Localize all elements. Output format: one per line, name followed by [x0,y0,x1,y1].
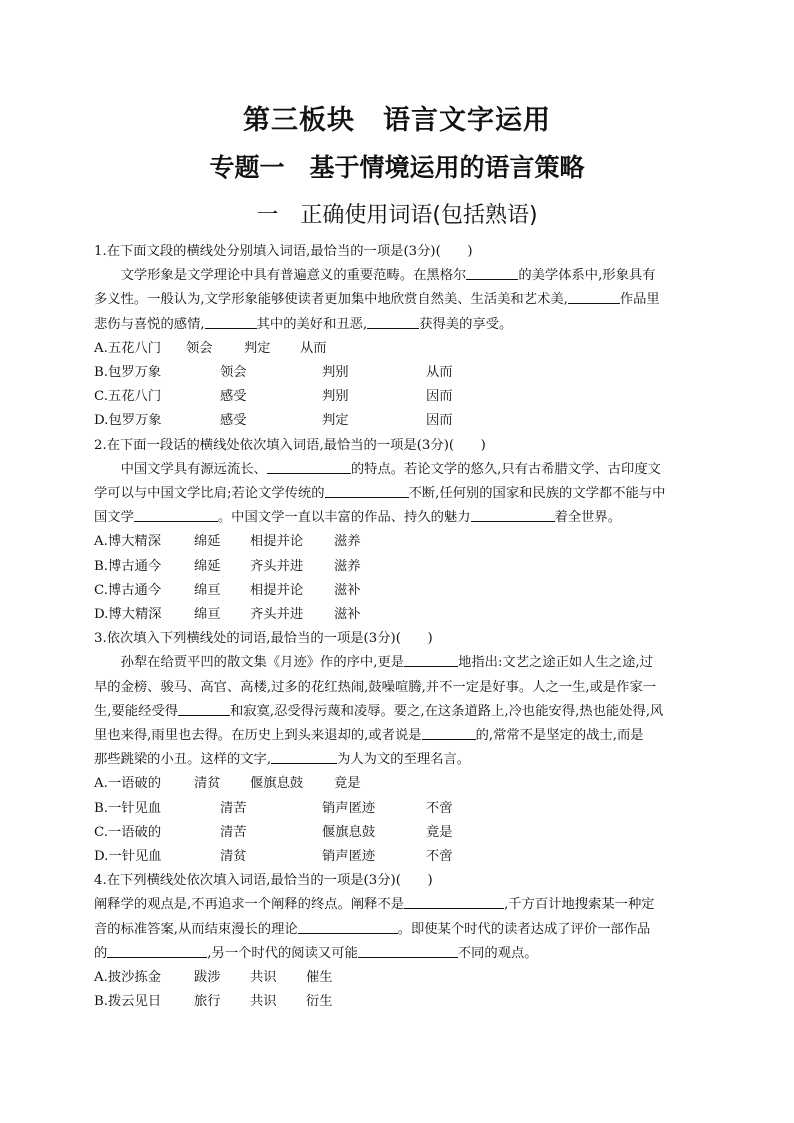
option-c[interactable] [94,385,700,409]
option-label: C.五花八门 [94,389,162,405]
option-word: 感受 [220,389,247,405]
passage-text: 。即使某个时代的读者达成了评价一部作品 [397,921,651,937]
fill-blank[interactable] [404,652,458,667]
passage-line [94,942,700,966]
fill-blank[interactable] [267,459,351,474]
option-word: 清贫 [220,849,247,865]
option-word: 判别 [322,365,349,381]
option-a[interactable] [94,772,700,796]
passage-text: 为人为文的至理名言。 [337,752,471,768]
option-word: 衍生 [306,994,333,1010]
passage-text: 学可以与中国文学比肩;若论文学传统的 [94,486,325,502]
passage-text: 多义性。一般认为,文学形象能够使读者更加集中地欣赏自然美、生活美和艺术美, [94,292,568,308]
question-stem [94,627,700,651]
passage-line [94,288,700,312]
passage-text: 。中国文学一直以丰富的作品、持久的魅力 [217,510,471,526]
passage-line [94,506,700,530]
option-b[interactable] [94,990,700,1014]
option-word: 绵亘 [194,582,221,598]
passage-text: 阐释学的观点是,不再追求一个阐释的终点。阐释不是 [94,897,405,913]
option-word: 偃旗息鼓 [322,824,376,840]
passage-line [94,918,700,942]
option-word: 偃旗息鼓 [250,776,304,792]
fill-blank[interactable] [367,314,419,329]
option-word: 绵延 [194,558,221,574]
option-label: B.拨云见日 [94,994,162,1010]
passage-line [94,482,700,506]
passage-text: 国文学 [94,510,134,526]
fill-blank[interactable] [568,289,620,304]
stem-text: .在下列横线处依次填入词语,最恰当的一项是(3分)( ) [102,873,433,889]
option-word: 滋养 [334,534,361,550]
passage-text: 那些跳梁的小丑。这样的文字, [94,752,272,768]
passage-text: 生,要能经受得 [94,703,179,719]
fill-blank[interactable] [466,265,518,280]
option-word: 共识 [250,994,277,1010]
passage-text: 作品里 [619,292,660,308]
option-c[interactable] [94,579,700,603]
passage-line [94,651,700,675]
question-stem [94,869,700,893]
passage-text: 音的标准答案,从而结束漫长的理论 [94,921,298,937]
option-word: 不啻 [426,800,453,816]
option-word: 因而 [426,413,453,429]
option-d[interactable] [94,845,700,869]
option-word: 不啻 [426,849,453,865]
option-word: 判别 [322,389,349,405]
option-b[interactable] [94,555,700,579]
fill-blank[interactable] [134,507,218,522]
option-word: 滋养 [334,558,361,574]
passage-text: 文学形象是文学理论中具有普遍意义的重要范畴。在黑格尔 [94,268,467,284]
option-word: 齐头并进 [250,607,304,623]
option-word: 清贫 [194,776,221,792]
option-word: 从而 [300,340,327,356]
option-label: D.博大精深 [94,607,162,623]
fill-blank[interactable] [422,725,476,740]
option-d[interactable] [94,409,700,433]
option-word: 从而 [426,365,453,381]
option-word: 清苦 [220,800,247,816]
stem-text: .在下面一段话的横线处依次填入词语,最恰当的一项是(3分)( ) [102,437,486,453]
passage-text: 不断,任何别的国家和民族的文学都不能与中 [408,486,666,502]
option-word: 共识 [250,970,277,986]
passage-text: 孙犁在给贾平凹的散文集《月迹》作的序中,更是 [94,655,405,671]
question-number: 2 [94,437,103,453]
passage-line [94,264,700,288]
passage-text: ,另一个时代的阅读又可能 [207,945,358,961]
question-4 [94,869,700,1014]
option-label: A.五花八门 [94,340,162,356]
option-word: 判定 [322,413,349,429]
passage-text: ,千方百计地搜索某一种定 [504,897,655,913]
passage-text: 不同的观点。 [457,945,538,961]
fill-blank[interactable] [404,894,504,909]
passage-text: 和寂寞,忍受得污蔑和凌辱。要之,在这条道路上,冷也能安得,热也能处得,风 [230,703,664,719]
subtopic-title: 一 正确使用词语(包括熟语) [256,203,538,228]
option-word: 判定 [244,340,271,356]
question-number: 3 [94,631,103,647]
passage-text: 的美学体系中,形象具有 [518,268,656,284]
stem-text: .在下面文段的横线处分别填入词语,最恰当的一项是(3分)( ) [102,244,473,259]
passage-line [94,724,700,748]
option-label: B.一针见血 [94,800,162,816]
passage-line [94,700,700,724]
option-word: 滋补 [334,582,361,598]
option-label: C.一语破的 [94,824,162,840]
section-title: 第三板块 语言文字运用 [243,105,551,136]
question-number: 1 [94,244,103,259]
option-label: D.包罗万象 [94,413,162,429]
option-word: 竟是 [426,824,453,840]
option-label: A.一语破的 [94,776,162,792]
option-word: 相提并论 [250,582,304,598]
passage-text: 悲伤与喜悦的感情, [94,316,205,332]
fill-blank[interactable] [471,507,555,522]
topic-title: 专题一 基于情境运用的语言策略 [209,153,585,182]
question-stem [94,434,700,458]
passage-text: 其中的美好和丑恶, [256,316,368,332]
passage-text: 里也来得,雨里也去得。在历史上到头来退却的,或者说是 [94,728,422,744]
option-word: 因而 [426,389,453,405]
option-word: 绵延 [194,534,221,550]
option-word: 相提并论 [250,534,304,550]
question-list [94,240,700,1015]
option-a[interactable] [94,530,700,554]
option-word: 领会 [220,365,247,381]
option-label: A.博大精深 [94,534,162,550]
option-word: 齐头并进 [250,558,304,574]
option-word: 催生 [306,970,333,986]
passage-text: 着全世界。 [554,510,622,526]
option-word: 销声匿迹 [322,800,376,816]
fill-blank[interactable] [298,919,398,934]
question-1 [94,240,700,434]
stem-text: .依次填入下列横线处的词语,最恰当的一项是(3分)( ) [102,631,433,647]
fill-blank[interactable] [358,943,458,958]
option-word: 清苦 [220,824,247,840]
option-word: 竟是 [334,776,361,792]
passage-text: 的 [94,945,108,961]
fill-blank[interactable] [325,483,409,498]
passage-line [94,893,700,917]
option-label: C.博古通今 [94,582,162,598]
passage-line: 早的金榜、骏马、高官、高楼,过多的花红热闹,鼓噪喧腾,并不一定是好事。人之一生,或是作家一 [94,679,657,695]
passage-line [94,748,700,772]
option-b[interactable] [94,361,700,385]
option-word: 绵亘 [194,607,221,623]
option-label: B.博古通今 [94,558,162,574]
passage-text: 的,常常不是坚定的战士,而是 [475,728,644,744]
passage-text: 地指出:文艺之途正如人生之途,过 [458,655,653,671]
option-word: 领会 [186,340,213,356]
question-3 [94,627,700,869]
option-label: B.包罗万象 [94,365,162,381]
option-label: A.披沙拣金 [94,970,162,986]
fill-blank[interactable] [107,943,207,958]
option-d[interactable] [94,603,700,627]
option-word: 感受 [220,413,247,429]
question-number: 4 [94,873,103,889]
option-b[interactable] [94,797,700,821]
option-word: 销声匿迹 [322,849,376,865]
passage-text: 中国文学具有源远流长、 [94,461,267,477]
question-2 [94,434,700,628]
fill-blank[interactable] [271,749,337,764]
passage-text: 获得美的享受。 [419,316,513,332]
question-stem [94,240,700,264]
fill-blank[interactable] [205,314,257,329]
option-a[interactable] [94,966,700,990]
passage-line [94,458,700,482]
option-label: D.一针见血 [94,849,162,865]
fill-blank[interactable] [178,701,230,716]
passage-line [94,313,700,337]
option-c[interactable] [94,821,700,845]
option-word: 滋补 [334,607,361,623]
option-word: 跋涉 [194,970,221,986]
option-word: 旅行 [194,994,221,1010]
passage-text: 的特点。若论文学的悠久,只有古希腊文学、古印度文 [350,461,661,477]
option-a[interactable] [94,337,700,361]
